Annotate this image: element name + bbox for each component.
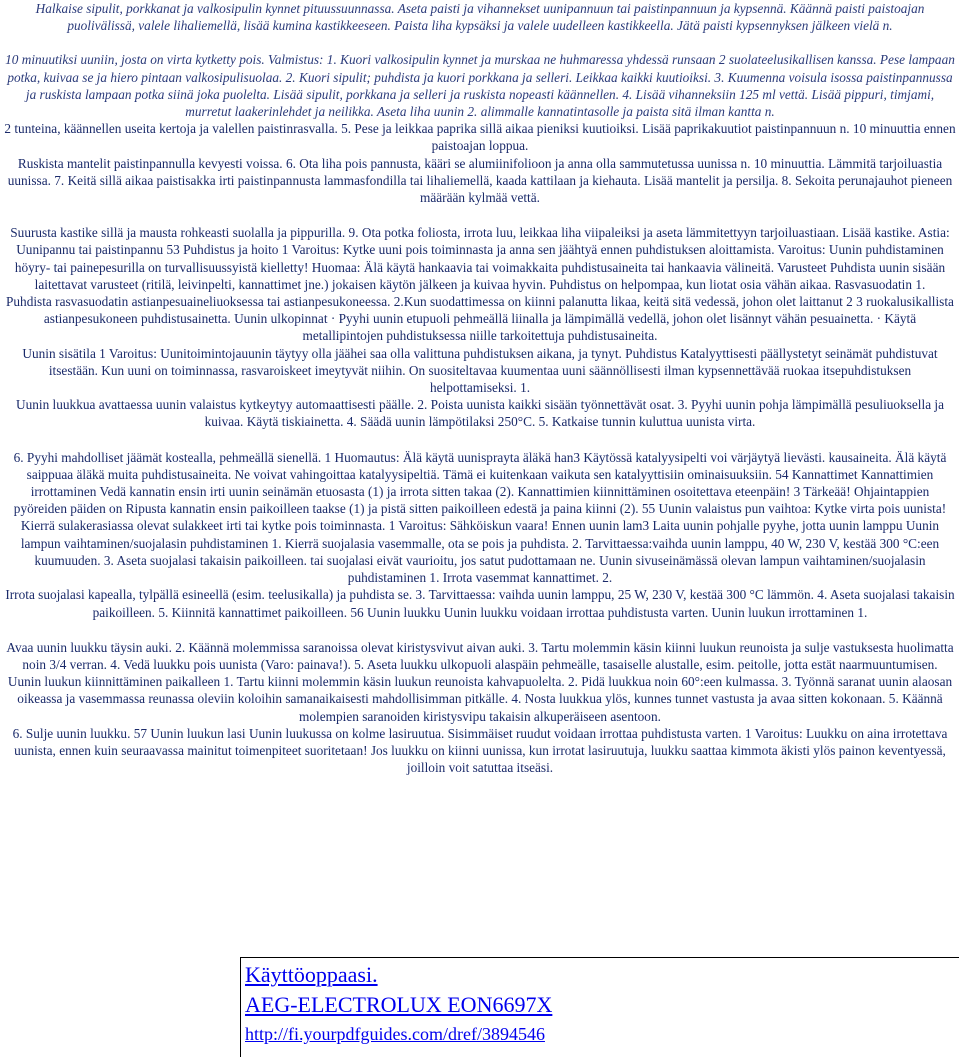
manual-link[interactable]: Käyttöoppaasi.	[245, 962, 378, 987]
spacer	[4, 621, 956, 639]
paragraph-door-glass: 6. Sulje uunin luukku. 57 Uunin luukun lasi Uunin luukussa on kolme lasiruutua. Sisimmäiset ruudut voidaan irrottaa puhdistusta varten. 1 Varoitus: Luukku on aina irrotettava uunista, ennen kuin seuraavassa mainitut toimenpiteet suoritetaan! Jos luukku on kiinni uunissa, kun irrotat lasiruutuja, luukku saattaa kimmota äkisti ylös painon keventyessä, joilloin voit satuttaa itseäsi.	[12, 725, 948, 776]
document-body	[4, 0, 956, 776]
paragraph-grease-filter: Puhdista rasvasuodatin astianpesuaineliuoksessa tai astianpesukoneessa. 2.Kun suodattimessa on kiinni palanutta likaa, keitä sitä vedessä, johon olet laittanut 2 3 ruokalusikallista astianpesukoneen puhdistusainetta. Uunin ulkopinnat · Pyyhi uunin etupuoli pehmeällä liinalla ja lämpimällä vedellä, johon olet lisännyt vähän pesuainetta. · Käytä metallipintojen puhdistuksessa niille tarkoitettuja puhdistusaineita.	[6, 294, 954, 344]
paragraph-lamp-glass: Irrota suojalasi kapealla, tylpällä esineellä (esim. teelusikalla) ja puhdista se. 3. Tarvittaessa: vaihda uunin lamppu, 25 W, 230 V, kestää 300 °C lämmön. 4. Aseta suojalasi takaisin paikoilleen. 5. Kiinnitä kannattimet paikoilleen. 56 Uunin luukku Uunin luukku voidaan irrottaa puhdistusta varten. Uunin luukun irrottaminen 1.	[5, 587, 955, 620]
paragraph-recipe-intro: Halkaise sipulit, porkkanat ja valkosipulin kynnet pituussuunnassa. Aseta paisti ja vihannekset uunipannuun tai paistinpannuun ja kypsennä. Käännä paisti paistoajan puolivälissä, valele lihaliemellä, lisää kumina kastikkeeseen. Paista liha kypsäksi ja valele uudelleen kastikkeella. Jätä paisti kypsennyksen jälkeen vielä n.	[35, 1, 925, 34]
paragraph-oven-door-light: Uunin luukkua avattaessa uunin valaistus kytkeytyy automaattisesti päälle. 2. Poista uunista kaikki sisään työnnettävät osat. 3. Pyyhi uunin pohja lämpimällä pesuliuoksella ja kuivaa. Käytä tiskiainetta. 4. Säädä uunin lämpötilaksi 250°C. 5. Katkaise tunnin kuluttua uunista virta.	[15, 397, 945, 430]
footer-link-box	[240, 957, 959, 1057]
paragraph-oven-interior: Uunin sisätila 1 Varoitus: Uunitoimintojauunin täytyy olla jäähei saa olla valittuna puhdistuksen aikana, ja tynyt. Puhdistus Katalyyttisesti päällystetyt seinämät puhdistuvat itsestään. Kun uuni on toiminnassa, rasvaroiskeet imeytyvät niihin. On suositeltavaa kuumentaa uuni säännöllisesti ilman kypsennettävää ruokaa itsepuhdistuksen helpottamiseksi. 1.	[22, 345, 938, 396]
model-link[interactable]: AEG-ELECTROLUX EON6697X	[245, 992, 553, 1017]
spacer	[4, 206, 956, 224]
paragraph-cleaning-intro: Suurusta kastike sillä ja mausta rohkeasti suolalla ja pippurilla. 9. Ota potka foliosta, irrota luu, leikkaa liha viipaleiksi ja aseta lämmitettyyn tarjoiluastiaan. Lisää kastike. Astia: Uunipannu tai paistinpannu 53 Puhdistus ja hoito 1 Varoitus: Kytke uuni pois toiminnasta ja anna sen jäähtyä ennen puhdistuksen aloittamista. Varoitus: Uunin puhdistaminen höyry- tai painepesurilla on turvallisuussyistä kielletty! Huomaa: Älä käytä hankaavia tai voimakkaita puhdistusaineita tai hankaavia välineitä. Varusteet Puhdista uunin sisään laitettavat varusteet (ritilä, leivinpelti, kannattimet jne.) jokaisen käytön jälkeen ja kuivaa hyvin. Puhdistus on helpompaa, kun liotat osia vähän aikaa. Rasvasuodatin 1.	[10, 225, 950, 292]
paragraph-recipe-steps: 10 minuutiksi uuniin, josta on virta kytketty pois. Valmistus: 1. Kuori valkosipulin kynnet ja murskaa ne huhmaressa yhdessä runsaan 2 suolateelusikallisen kanssa. Pese lampaan potka, kuivaa se ja hiero pintaan valkosipulisuolaa. 2. Kuori sipulit; puhdista ja kuori porkkana ja selleri. Leikkaa kaikki kuutioiksi. 3. Kuumenna voisula isossa paistinpannussa ja ruskista lampaan potka siinä joka puolelta. Lisää sipulit, porkkana ja selleri ja ruskista nopeasti käännellen. 4. Lisää vihanneksiin 125 ml vettä. Lisää pippuri, timjami, murretut laakerinlehdet ja neilikka. Aseta liha uunin 2. alimmalle kannatintasolle ja paista sitä ilman kantta n.	[5, 52, 955, 120]
paragraph-catalytic: 6. Pyyhi mahdolliset jäämät kostealla, pehmeällä sienellä. 1 Huomautus: Älä käytä uunisprayta äläkä han3 Käytössä katalyysipelti voi värjäytyä lievästi. kausaineita. Älä käytä saippuaa äläkä muita puhdistusaineita. Ne voivat vahingoittaa katalyysipeltiä. Tämä ei kuitenkaan vaikuta sen katalyyttisiin ominaisuuksiin. 54 Kannattimet Kannattimien irrottaminen Vedä kannatin ensin irti uunin seinämän etuosasta (1) ja irrota sitten takaa (2). Kannattimien kiinnittäminen osoitettava eteenpäin! 3 Tärkeää! Ohjaintappien pyöreiden päiden on Ripusta kannatin ensin paikoilleen taakse (1) ja pistä sitten paikoilleen edestä ja paina kiinni (2). 55 Uunin valaistus pun vaihtoa: Kytke virta pois uunista! Kierrä sulakerasiassa olevat sulakkeet irti tai kytke pois toiminnasta. 1 Varoitus: Sähköiskun vaara! Ennen uunin lam3 Laita uunin pohjalle pyyhe, jotta uunin lamppu Uunin lampun vaihtaminen/suojalasin puhdistaminen 1. Kierrä suojalasia vasemmalle, ota se pois ja puhdista. 2. Tarvittaessa:vaihda uunin lamppu, 40 W, 230 V, kestää 300 °C:een kuumuuden. 3. Aseta suojalasi takaisin paikoilleen. tai suojalasi eivät vaurioitu, jos satut pudottamaan ne. Uunin sivuseinämässä olevan lampun vaihtaminen/suojalasin puhdistaminen 1. Irrota vasemmat kannattimet. 2.	[13, 449, 947, 586]
url-link[interactable]: http://fi.yourpdfguides.com/dref/3894546	[245, 1024, 545, 1044]
spacer	[4, 431, 956, 449]
paragraph-door-refit: Uunin luukun kiinnittäminen paikalleen 1. Tartu kiinni molemmin käsin luukun reunoista kahvapuolelta. 2. Pidä luukkua noin 60°:een kulmassa. 3. Työnnä saranat uunin alaosan oikeassa ja vasemmassa reunassa oleviin koloihin samanaikaisesti mahdollisimman pitkälle. 4. Nosta luukkua ylös, kunnes tunnet vastusta ja avaa sitten kokonaan. 5. Käännä molempien saranoiden kiristysvipu takaisin alkuperäiseen asentoon.	[7, 674, 953, 724]
paragraph-recipe-almonds: Ruskista mantelit paistinpannulla kevyesti voissa. 6. Ota liha pois pannusta, kääri se alumiinifolioon ja anna olla sammutetussa uunissa n. 10 minuuttia. Lämmitä tarjoiluastia uunissa. 7. Keitä sillä aikaa paistisakka irti paistinpannusta lammasfondilla tai lihaliemellä, kaada kattilaan ja kiehauta. Lisää mantelit ja persilja. 8. Sekoita perunajauhot pieneen määrään kylmää vettä.	[7, 155, 953, 206]
paragraph-recipe-steps-cont: 2 tunteina, käännellen useita kertoja ja valellen paistinrasvalla. 5. Pese ja leikkaa paprika sillä aikaa pieniksi kuutioiksi. Lisää paprikakuutiot paistinpannuun n. 10 minuuttia ennen paistoajan loppua.	[4, 121, 956, 154]
paragraph-door-removal: Avaa uunin luukku täysin auki. 2. Käännä molemmissa saranoissa olevat kiristysvivut aivan auki. 3. Tartu molemmin käsin kiinni luukun reunoista ja sulje vastuksesta huolimatta noin 3/4 verran. 4. Vedä luukku pois uunista (Varo: painava!). 5. Aseta luukku ulkopuoli alaspäin pehmeälle, tasaiselle alustalle, esim. peitolle, jotta estät naarmuuntumisen.	[6, 639, 954, 672]
